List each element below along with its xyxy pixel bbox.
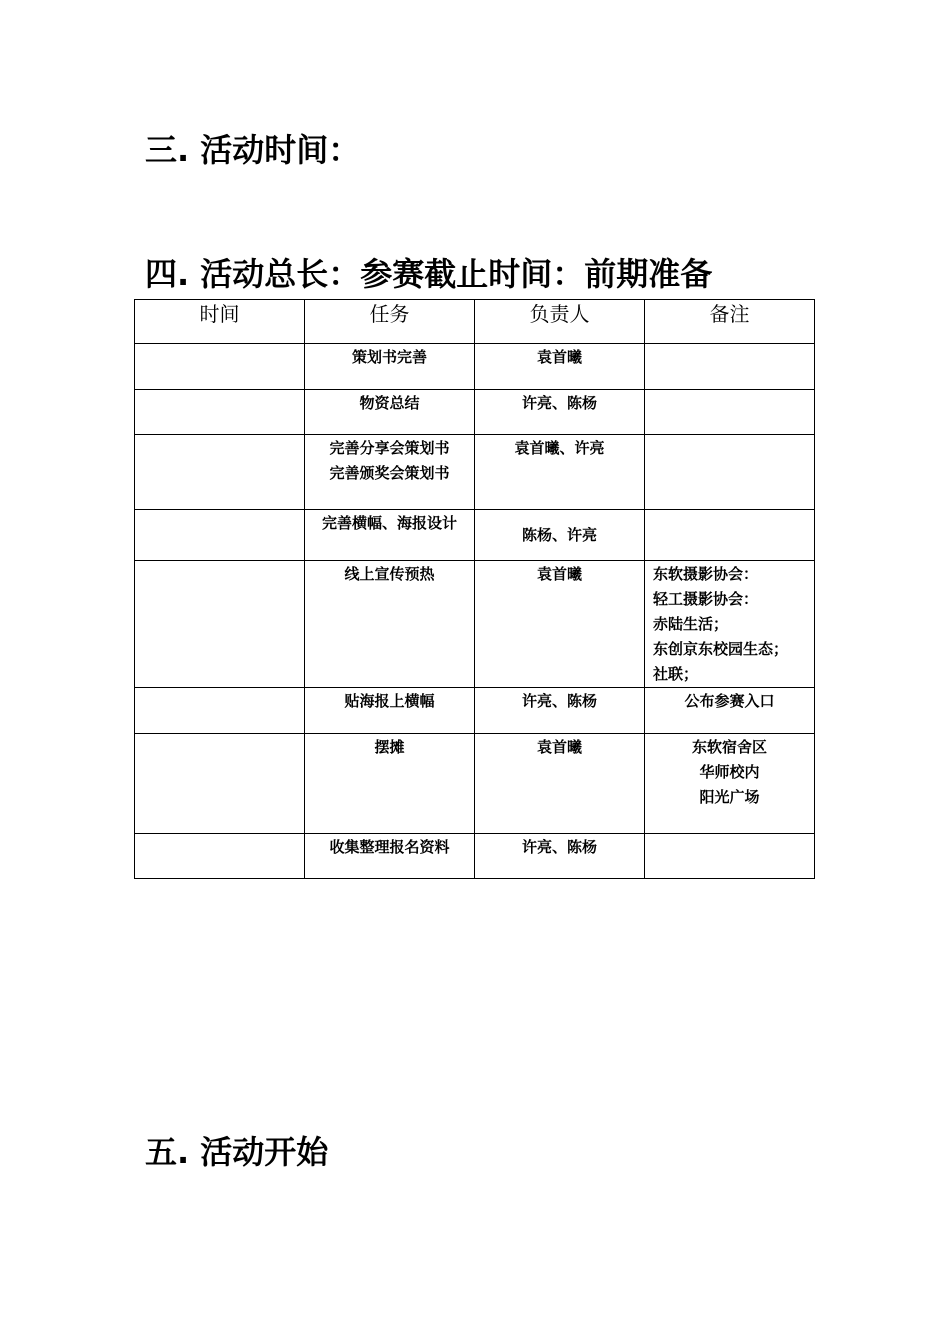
task-line: 物资总结 <box>359 394 420 412</box>
cell-owner: 许亮、陈杨 <box>475 834 645 879</box>
cell-note <box>645 344 815 390</box>
table-row <box>135 510 815 561</box>
cell-owner: 袁首曦 <box>475 734 645 834</box>
cell-owner: 袁首曦 <box>475 344 645 390</box>
header-task: 任务 <box>305 300 475 344</box>
cell-time <box>135 561 305 688</box>
task-line: 策划书完善 <box>351 348 427 366</box>
section-heading-4: 四. 活动总长：参赛截止时间：前期准备 <box>145 255 713 293</box>
table-row <box>135 344 815 390</box>
note-line: 赤陆生活； <box>653 615 729 633</box>
header-note: 备注 <box>645 300 815 344</box>
note-line: 东创京东校园生态； <box>653 640 789 658</box>
task-line: 贴海报上横幅 <box>344 692 435 710</box>
table-row <box>135 688 815 734</box>
note-line: 阳光广场 <box>699 788 760 806</box>
cell-note <box>645 435 815 510</box>
cell-time <box>135 688 305 734</box>
cell-task <box>305 510 475 561</box>
table-row <box>135 561 815 688</box>
cell-note <box>645 561 815 688</box>
cell-time <box>135 435 305 510</box>
cell-time <box>135 344 305 390</box>
table-row <box>135 734 815 834</box>
cell-owner: 袁首曦 <box>475 561 645 688</box>
header-owner: 负责人 <box>475 300 645 344</box>
task-line: 线上宣传预热 <box>344 565 435 583</box>
task-line: 完善横幅、海报设计 <box>321 514 457 532</box>
cell-note <box>645 834 815 879</box>
prep-schedule-table <box>134 299 815 879</box>
cell-task <box>305 344 475 390</box>
task-line: 收集整理报名资料 <box>329 838 450 856</box>
cell-time <box>135 834 305 879</box>
cell-note <box>645 734 815 834</box>
cell-task <box>305 435 475 510</box>
cell-owner: 袁首曦、许亮 <box>475 435 645 510</box>
task-line: 摆摊 <box>374 738 405 756</box>
cell-task <box>305 561 475 688</box>
cell-time <box>135 510 305 561</box>
cell-note <box>645 688 815 734</box>
cell-note <box>645 390 815 435</box>
section-heading-5: 五. 活动开始 <box>145 1133 329 1171</box>
task-line: 完善颁奖会策划书 <box>329 464 450 482</box>
note-line: 东软摄影协会： <box>653 565 759 583</box>
cell-task <box>305 688 475 734</box>
table-row <box>135 435 815 510</box>
note-line: 华师校内 <box>699 763 760 781</box>
header-time: 时间 <box>135 300 305 344</box>
cell-owner: 许亮、陈杨 <box>475 390 645 435</box>
table-header-row <box>135 300 815 344</box>
cell-task <box>305 734 475 834</box>
table-row <box>135 834 815 879</box>
cell-task <box>305 834 475 879</box>
note-line: 公布参赛入口 <box>684 692 775 710</box>
note-line: 轻工摄影协会： <box>653 590 759 608</box>
cell-note <box>645 510 815 561</box>
section-heading-3: 三. 活动时间： <box>145 131 361 169</box>
task-line: 完善分享会策划书 <box>329 439 450 457</box>
cell-time <box>135 734 305 834</box>
table-row <box>135 390 815 435</box>
note-line: 社联； <box>653 665 699 683</box>
cell-owner: 许亮、陈杨 <box>475 688 645 734</box>
note-line: 东软宿舍区 <box>691 738 767 756</box>
cell-time <box>135 390 305 435</box>
cell-owner: 陈杨、许亮 <box>475 510 645 561</box>
cell-task <box>305 390 475 435</box>
